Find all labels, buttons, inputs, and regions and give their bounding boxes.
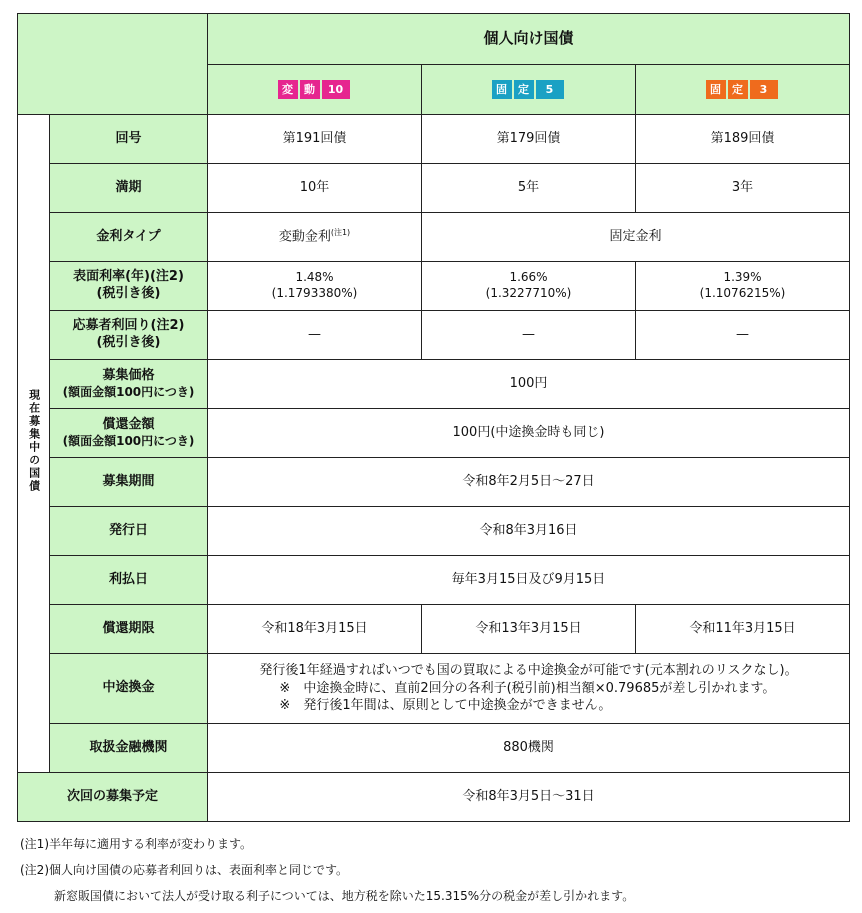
note-3: 新窓販国債において法人が受け取る利子については、地方税を除いた15.315%分の税金が差し引かれます。 [54,889,635,903]
price-label [50,360,208,409]
header-main: 個人向け国債 [208,14,850,65]
coupon-value-1 [208,262,422,311]
bond-table [17,13,850,822]
issue-value-3: 第189回債 [636,115,850,164]
coupon-value-3 [636,262,850,311]
header-empty-cell [18,14,208,115]
badge-char: 固 [706,80,726,99]
badge-char: 定 [514,80,534,99]
period-label: 募集期間 [50,458,208,507]
rate-type-note: (注1) [330,227,351,237]
deadline-label: 償還期限 [50,605,208,654]
yield-label-2: (税引き後) [96,335,161,350]
note-1: (注1)半年毎に適用する利率が変わります。 [20,837,253,851]
rate-type-text: 変動金利 [278,229,331,245]
kotei3-badge [706,80,780,99]
early-line-2: ※ 中途換金時に、直前2回分の各利子(税引前)相当額×0.79685が差し引かれます。 [279,680,776,696]
note-2: (注2)個人向け国債の応募者利回りは、表面利率と同じです。 [20,863,349,877]
institutions-value: 880機関 [208,724,850,773]
early-redemption-value [208,654,850,724]
price-label-2: (額面金額100円につき) [62,384,195,399]
early-line-3: ※ 発行後1年間は、原則として中途換金ができません。 [279,698,612,714]
coupon-label [50,262,208,311]
maturity-value-1: 10年 [208,164,422,213]
interest-label: 利払日 [50,556,208,605]
issue-date-label: 発行日 [50,507,208,556]
yield-value-3: — [636,311,850,360]
coupon-rate: 1.48% [295,270,334,285]
badge-char: 変 [278,80,298,99]
maturity-value-2: 5年 [422,164,636,213]
coupon-rate: 1.39% [723,270,762,285]
period-value: 令和8年2月5日～27日 [208,458,850,507]
coupon-label-2: (税引き後) [96,286,161,301]
institutions-label: 取扱金融機関 [50,724,208,773]
product-badge-cell-3 [636,65,850,115]
section-label: 現在募集中の国債 [27,388,41,493]
badge-number: 3 [750,80,778,99]
coupon-value-2 [422,262,636,311]
redemption-label-2: (額面金額100円につき) [62,433,195,448]
badge-char: 定 [728,80,748,99]
coupon-after-tax: (1.1793380%) [271,286,358,300]
price-value: 100円 [208,360,850,409]
redemption-label [50,409,208,458]
yield-value-1: — [208,311,422,360]
issue-label: 回号 [50,115,208,164]
badge-number: 5 [536,80,564,99]
early-redemption-text [259,662,797,715]
kotei5-badge [492,80,566,99]
yield-label-1: 応募者利回り(注2) [72,318,185,334]
redemption-label-1: 償還金額 [102,416,155,432]
issue-date-value: 令和8年3月16日 [208,507,850,556]
badge-number: 10 [322,80,350,99]
maturity-label: 満期 [50,164,208,213]
product-badge-cell-2 [422,65,636,115]
issue-value-2: 第179回債 [422,115,636,164]
maturity-value-3: 3年 [636,164,850,213]
hentou10-badge [278,80,352,99]
price-label-1: 募集価格 [102,367,155,383]
rate-type-value-1 [208,213,422,262]
badge-char: 固 [492,80,512,99]
early-redemption-label: 中途換金 [50,654,208,724]
deadline-value-3: 令和11年3月15日 [636,605,850,654]
rate-type-value-23: 固定金利 [422,213,850,262]
product-badge-cell-1 [208,65,422,115]
yield-value-2: — [422,311,636,360]
next-offering-value: 令和8年3月5日～31日 [208,773,850,822]
coupon-after-tax: (1.1076215%) [699,286,786,300]
rate-type-label: 金利タイプ [50,213,208,262]
redemption-value: 100円(中途換金時も同じ) [208,409,850,458]
yield-label [50,311,208,360]
section-label-cell [18,115,50,773]
interest-value: 毎年3月15日及び9月15日 [208,556,850,605]
coupon-rate: 1.66% [509,270,548,285]
issue-value-1: 第191回債 [208,115,422,164]
deadline-value-2: 令和13年3月15日 [422,605,636,654]
coupon-label-1: 表面利率(年)(注2) [73,269,184,285]
next-offering-label: 次回の募集予定 [18,773,208,822]
deadline-value-1: 令和18年3月15日 [208,605,422,654]
coupon-after-tax: (1.3227710%) [485,286,572,300]
badge-char: 動 [300,80,320,99]
early-line-1: 発行後1年経過すればいつでも国の買取による中途換金が可能です(元本割れのリスクなし)。 [259,663,798,678]
